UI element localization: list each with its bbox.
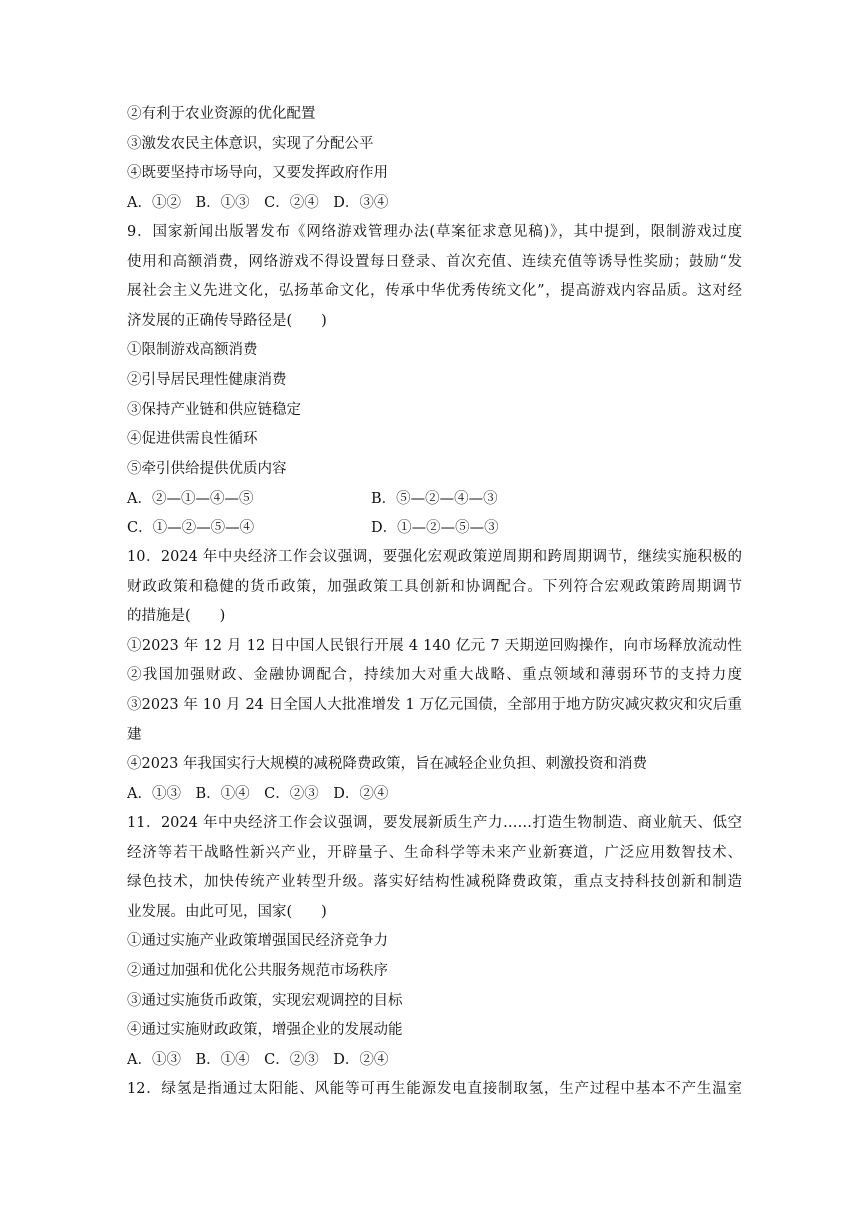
text-line: A．①② B．①③ C．②④ D．③④ <box>127 194 389 211</box>
text-line: ②通过加强和优化公共服务规范市场秩序 <box>127 962 388 979</box>
text-line: ③2023 年 10 月 24 日全国人大批准增发 1 万亿元国债，全部用于地方防灾减灾救灾和灾后重 <box>127 697 742 713</box>
q9-option-d: D．①—②—⑤—③ <box>371 520 499 536</box>
text-line: 绿色技术，加快传统产业转型升级。落实好结构性减税降费政策，重点支持科技创新和制造 <box>127 874 742 891</box>
text-line: 经济等若干战略性新兴产业，开辟量子、生命科学等未来产业新赛道，广泛应用数智技术、 <box>127 844 742 861</box>
text-line: 财政政策和稳健的货币政策，加强政策工具创新和协调配合。下列符合宏观政策跨周期调节 <box>127 578 742 595</box>
text-line: ④既要坚持市场导向，又要发挥政府作用 <box>127 165 388 182</box>
q9-option-b: B．⑤—②—④—③ <box>371 491 498 507</box>
text-line: ④通过实施财政政策，增强企业的发展动能 <box>127 1022 403 1039</box>
text-line: 9．国家新闻出版署发布《网络游戏管理办法(草案征求意见稿)》，其中提到，限制游戏过度 <box>127 224 742 241</box>
text-line: 展社会主义先进文化，弘扬革命文化，传承中华优秀传统文化”，提高游戏内容品质。这对经 <box>127 283 742 300</box>
text-line: ②我国加强财政、金融协调配合，持续加大对重大战略、重点领域和薄弱环节的支持力度 <box>127 667 742 684</box>
text-line: ③激发农民主体意识，实现了分配公平 <box>127 135 374 152</box>
text-line: A．①③ B．①④ C．②③ D．②④ <box>127 785 389 802</box>
text-line: 11．2024 年中央经济工作会议强调，要发展新质生产力……打造生物制造、商业航天、低空 <box>127 815 742 832</box>
text-line: ①限制游戏高额消费 <box>127 342 258 359</box>
text-line: ②有利于农业资源的优化配置 <box>127 106 316 122</box>
text-line: ④2023 年我国实行大规模的减税降费政策，旨在减轻企业负担、刺激投资和消费 <box>127 756 648 773</box>
text-line: ⑤牵引供给提供优质内容 <box>127 460 287 477</box>
text-line: ②引导居民理性健康消费 <box>127 371 287 388</box>
text-line: 使用和高额消费，网络游戏不得设置每日登录、首次充值、连续充值等诱导性奖励；鼓励“发 <box>127 253 742 270</box>
text-line: A．①③ B．①④ C．②③ D．②④ <box>127 1051 389 1068</box>
text-line: 济发展的正确传导路径是( ) <box>127 312 327 329</box>
text-line: 10．2024 年中央经济工作会议强调，要强化宏观政策逆周期和跨周期调节，继续实施积极的 <box>127 549 742 566</box>
text-line: ①通过实施产业政策增强国民经济竞争力 <box>127 933 388 950</box>
text-line: 建 <box>127 726 142 743</box>
text-line: ①2023 年 12 月 12 日中国人民银行开展 4 140 亿元 7 天期逆回购操作，向市场释放流动性 <box>127 637 742 654</box>
q9-option-a: A．②—①—④—⑤ <box>127 491 254 507</box>
text-line: ④促进供需良性循环 <box>127 431 258 448</box>
text-line: ③保持产业链和供应链稳定 <box>127 401 301 418</box>
text-line: 12．绿氢是指通过太阳能、风能等可再生能源发电直接制取氢，生产过程中基本不产生温室 <box>127 1081 742 1098</box>
text-line: 业发展。由此可见，国家( ) <box>127 903 327 920</box>
text-line: 的措施是( ) <box>127 608 226 625</box>
text-line: ③通过实施货币政策，实现宏观调控的目标 <box>127 992 403 1009</box>
q9-option-c: C．①—②—⑤—④ <box>127 520 255 536</box>
